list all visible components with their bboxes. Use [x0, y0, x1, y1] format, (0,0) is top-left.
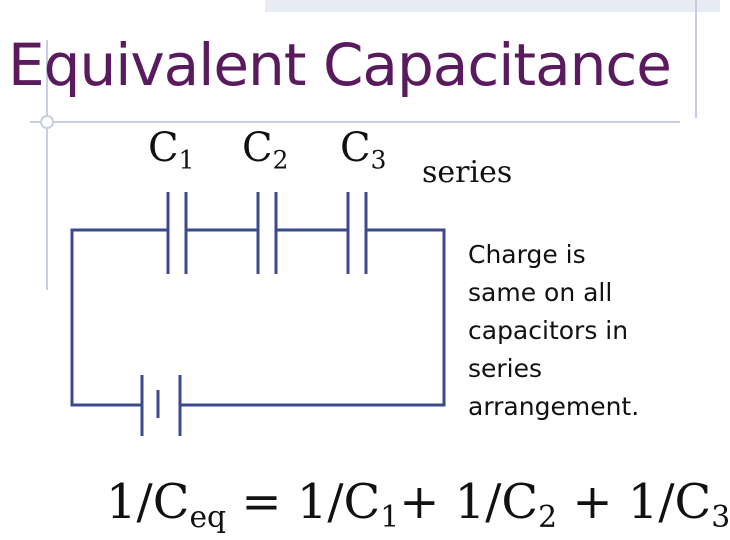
capacitor-label-3: $C_3$ [340, 125, 387, 175]
note-line: series [468, 354, 543, 383]
note-line: same on all [468, 278, 613, 307]
equivalent-capacitance-formula: $1/C_{eq} = 1/C_1+ 1/C_2 + 1/C_3$ [106, 474, 730, 535]
page-title: Equivalent Capacitance [8, 31, 671, 99]
wire-left-loop [72, 230, 168, 405]
note-line: capacitors in [468, 316, 629, 345]
note-line: Charge is [468, 240, 586, 269]
wire-right-loop [180, 230, 444, 405]
capacitor-label-2: $C_2$ [242, 125, 289, 175]
note-line: arrangement. [468, 392, 640, 421]
charge-note [468, 236, 718, 426]
capacitor-label-1: $C_1$ [148, 125, 195, 175]
series-label: series [422, 155, 513, 190]
